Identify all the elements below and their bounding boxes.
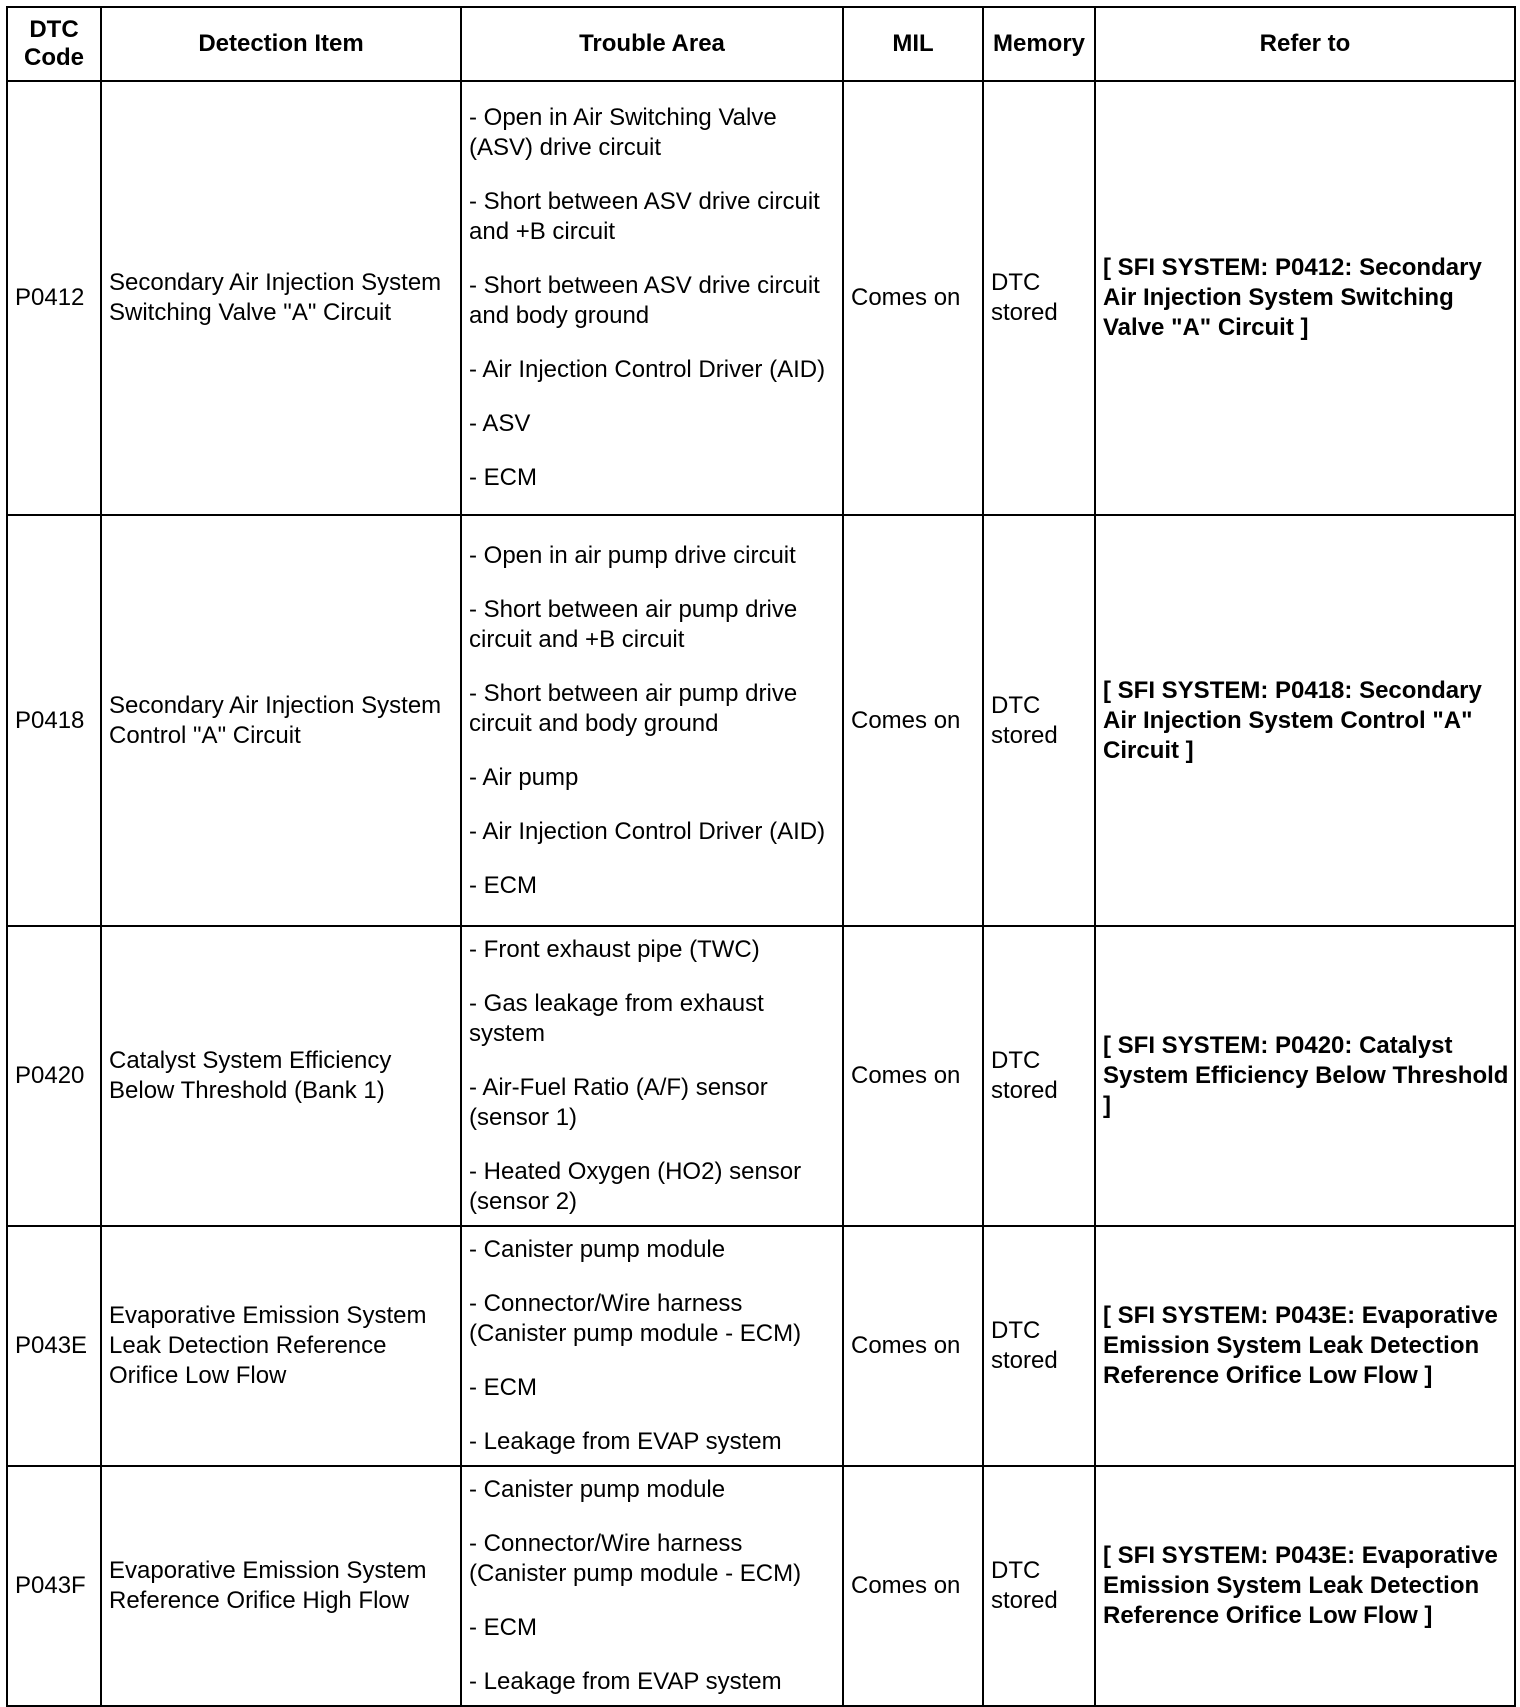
trouble-area-item: - Canister pump module xyxy=(469,1236,726,1263)
trouble-area-item: - ECM xyxy=(469,464,537,491)
table-row xyxy=(7,81,1515,515)
trouble-area-item: - Connector/Wire harness (Canister pump module - ECM) xyxy=(469,1530,802,1587)
refer-to-link[interactable]: [ SFI SYSTEM: P0412: Secondary Air Injection System Switching Valve "A" Circuit ] xyxy=(1095,81,1515,515)
trouble-area-item: - Short between air pump drive circuit and body ground xyxy=(469,679,798,737)
trouble-area-item: - Connector/Wire harness (Canister pump module - ECM) xyxy=(469,1290,802,1347)
trouble-area-item: - ECM xyxy=(469,1374,537,1401)
mil-cell: Comes on xyxy=(843,515,983,926)
mil-cell: Comes on xyxy=(843,81,983,515)
trouble-area-item: - Open in air pump drive circuit xyxy=(469,541,796,569)
dtc-code-cell: P0420 xyxy=(7,926,101,1226)
header-refer-to: Refer to xyxy=(1095,7,1515,81)
trouble-area-item: - ECM xyxy=(469,871,537,899)
refer-to-link[interactable]: [ SFI SYSTEM: P043E: Evaporative Emission System Leak Detection Reference Orifice Low Flow ] xyxy=(1095,1226,1515,1466)
trouble-area-item: - ASV xyxy=(469,410,531,437)
trouble-area-item: - Leakage from EVAP system xyxy=(469,1668,782,1695)
trouble-area-item: - Air-Fuel Ratio (A/F) sensor (sensor 1) xyxy=(469,1074,768,1131)
detection-item-cell: Evaporative Emission System Leak Detection Reference Orifice Low Flow xyxy=(101,1226,461,1466)
dtc-code-cell: P0418 xyxy=(7,515,101,926)
trouble-area-cell xyxy=(461,926,843,1226)
refer-to-link[interactable]: [ SFI SYSTEM: P043E: Evaporative Emission System Leak Detection Reference Orifice Low Flow ] xyxy=(1095,1466,1515,1706)
detection-item-cell: Catalyst System Efficiency Below Threshold (Bank 1) xyxy=(101,926,461,1226)
trouble-area-item: - Air Injection Control Driver (AID) xyxy=(469,356,826,383)
mil-cell: Comes on xyxy=(843,926,983,1226)
table-row xyxy=(7,515,1515,926)
trouble-area-cell xyxy=(461,515,843,926)
detection-item-cell: Evaporative Emission System Reference Orifice High Flow xyxy=(101,1466,461,1706)
trouble-area-item: - ECM xyxy=(469,1614,537,1641)
header-mil: MIL xyxy=(843,7,983,81)
trouble-area-item: - Gas leakage from exhaust system xyxy=(469,990,764,1047)
memory-cell: DTC stored xyxy=(983,81,1095,515)
header-detection-item: Detection Item xyxy=(101,7,461,81)
table-row xyxy=(7,926,1515,1226)
refer-to-link[interactable]: [ SFI SYSTEM: P0420: Catalyst System Efficiency Below Threshold ] xyxy=(1095,926,1515,1226)
memory-cell: DTC stored xyxy=(983,926,1095,1226)
trouble-area-item: - Open in Air Switching Valve (ASV) drive circuit xyxy=(469,104,777,161)
trouble-area-item: - Short between ASV drive circuit and +B circuit xyxy=(469,188,820,245)
table-row xyxy=(7,1226,1515,1466)
memory-cell: DTC stored xyxy=(983,515,1095,926)
trouble-area-item: - Heated Oxygen (HO2) sensor (sensor 2) xyxy=(469,1158,802,1215)
trouble-area-item: - Front exhaust pipe (TWC) xyxy=(469,936,760,963)
trouble-area-item: - Air pump xyxy=(469,763,579,791)
mil-cell: Comes on xyxy=(843,1226,983,1466)
memory-cell: DTC stored xyxy=(983,1226,1095,1466)
header-dtc-code: DTC Code xyxy=(7,7,101,81)
trouble-area-cell xyxy=(461,81,843,515)
trouble-area-item: - Short between ASV drive circuit and body ground xyxy=(469,272,820,329)
dtc-code-cell: P0412 xyxy=(7,81,101,515)
trouble-area-item: - Short between air pump drive circuit and +B circuit xyxy=(469,595,798,653)
trouble-area-item: - Leakage from EVAP system xyxy=(469,1428,782,1455)
mil-cell: Comes on xyxy=(843,1466,983,1706)
header-trouble-area: Trouble Area xyxy=(461,7,843,81)
dtc-code-cell: P043E xyxy=(7,1226,101,1466)
trouble-area-cell xyxy=(461,1466,843,1706)
refer-to-link[interactable]: [ SFI SYSTEM: P0418: Secondary Air Injection System Control "A" Circuit ] xyxy=(1095,515,1515,926)
dtc-code-cell: P043F xyxy=(7,1466,101,1706)
trouble-area-item: - Canister pump module xyxy=(469,1476,726,1503)
trouble-area-cell xyxy=(461,1226,843,1466)
header-row xyxy=(7,7,1515,81)
dtc-table xyxy=(6,6,1516,1707)
trouble-area-item: - Air Injection Control Driver (AID) xyxy=(469,817,826,845)
detection-item-cell: Secondary Air Injection System Control "A" Circuit xyxy=(101,515,461,926)
table-row xyxy=(7,1466,1515,1706)
detection-item-cell: Secondary Air Injection System Switching Valve "A" Circuit xyxy=(101,81,461,515)
memory-cell: DTC stored xyxy=(983,1466,1095,1706)
header-memory: Memory xyxy=(983,7,1095,81)
